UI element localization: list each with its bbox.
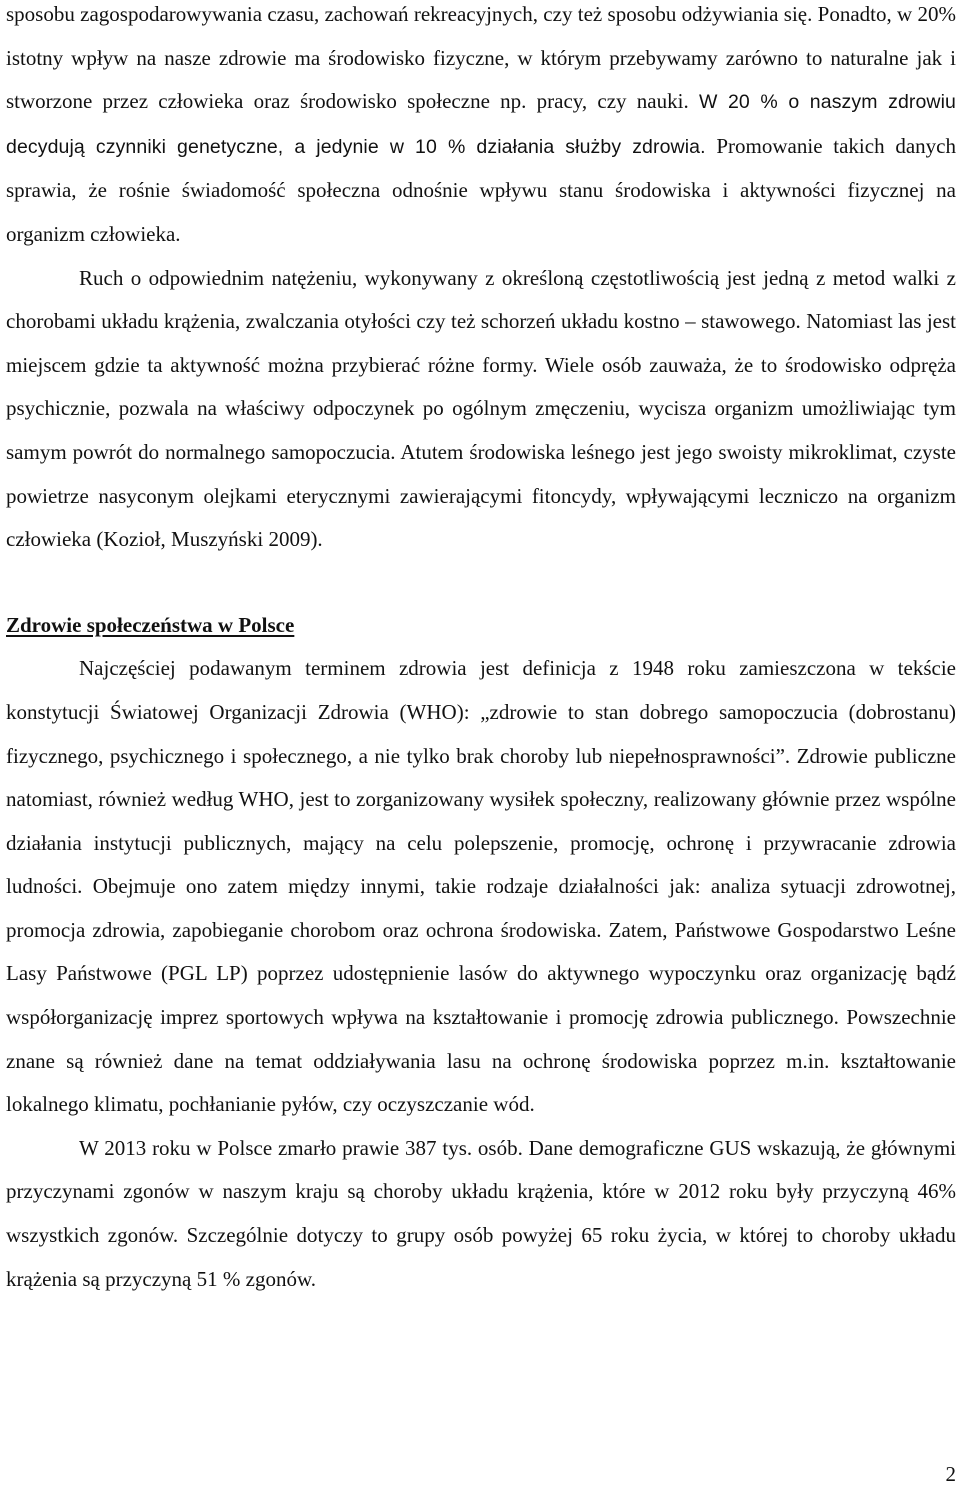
paragraph-physical-activity: Ruch o odpowiednim natężeniu, wykonywany z określoną częstotliwością jest jedną z metod walki z chorobami układu krążenia, zwalczania otyłości czy też schorzeń układu kostno – stawowego. Natomiast las jest miejscem gdzie ta aktywność można przybierać różne formy. Wiele osób zauważa, że to środowisko odpręża psychicznie, pozwala na właściwy odpoczynek po ogólnym zmęczeniu, wycisza organizm umożliwiając tym samym powrót do normalnego samopoczucia. Atutem środowiska leśnego jest jego swoisty mikroklimat, czyste powietrze nasyconym olejkami eterycznymi zawierającymi fitoncydy, wpływającymi leczniczo na organizm człowieka (Kozioł, Muszyński 2009).	[6, 265, 956, 552]
paragraph-health-factors	[6, 0, 956, 257]
paragraph-health-factors-part-1: sposobu zagospodarowywania czasu, zachowań rekreacyjnych, czy też sposobu odżywiania się. Ponadto, w 20% istotny wpływ na nasze zdrowie ma środowisko fizyczne, w którym przebywamy zarówno to naturalne jak i stworzone przez człowieka oraz środowisko społeczne np. pracy, czy nauki.	[6, 2, 956, 114]
paragraph-mortality-statistics: W 2013 roku w Polsce zmarło prawie 387 tys. osób. Dane demograficzne GUS wskazują, że głównymi przyczynami zgonów w naszym kraju są choroby układu krążenia, które w 2012 roku były przyczyną 46% wszystkich zgonów. Szczególnie dotyczy to grupy osób powyżej 65 roku życia, w której to choroby układu krążenia są przyczyną 51 % zgonów.	[6, 1135, 956, 1291]
paragraph-health-factors-part-3: Promowanie takich danych sprawia, że rośnie świadomość społeczna odnośnie wpływu stanu środowiska i aktywności fizycznej na organizm człowieka.	[6, 133, 956, 246]
paragraph-who-definition: Najczęściej podawanym terminem zdrowia jest definicja z 1948 roku zamieszczona w tekście konstytucji Światowej Organizacji Zdrowia (WHO): „zdrowie to stan dobrego samopoczucia (dobrostanu) fizycznego, psychicznego i społecznego, a nie tylko brak choroby lub niepełnosprawności”. Zdrowie publiczne natomiast, również według WHO, jest to zorganizowany wysiłek społeczny, realizowany głównie przez wspólne działania instytucji publicznych, mający na celu polepszenie, promocję, ochronę i przywracanie zdrowia ludności. Obejmuje ono zatem między innymi, takie rodzaje działalności jak: analiza sytuacji zdrowotnej, promocja zdrowia, zapobieganie chorobom oraz ochrona środowiska. Zatem, Państwowe Gospodarstwo Leśne Lasy Państwowe (PGL LP) poprzez udostępnienie lasów do aktywnego wypoczynku oraz organizację bądź współorganizację imprez sportowych wpływa na kształtowanie i promocję zdrowia publicznego. Powszechnie znane są również dane na temat oddziaływania lasu na ochronę środowiska poprzez m.in. kształtowanie lokalnego klimatu, pochłanianie pyłów, czy oczyszczanie wód.	[6, 656, 956, 1117]
paragraph-health-factors-part-2: W 20 % o naszym zdrowiu decydują czynniki genetyczne, a jedynie w 10 % działania służby zdrowia.	[6, 91, 956, 158]
document-page	[6, 0, 956, 1301]
section-heading: Zdrowie społeczeństwa w Polsce	[6, 612, 295, 637]
page-number: 2	[945, 1462, 956, 1486]
